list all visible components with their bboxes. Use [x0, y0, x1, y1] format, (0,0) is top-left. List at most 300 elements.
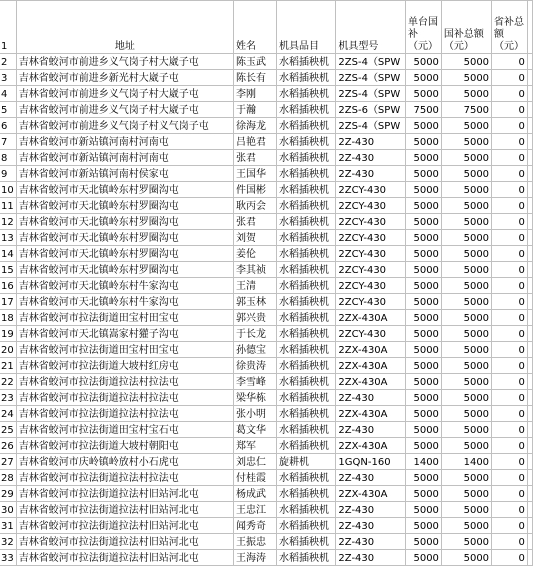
- item-cell[interactable]: 水稻插秧机: [276, 198, 335, 214]
- row-number[interactable]: 27: [0, 454, 16, 470]
- total-subsidy-cell[interactable]: 5000: [441, 326, 491, 342]
- name-cell[interactable]: 王忠江: [233, 502, 276, 518]
- unit-subsidy-cell[interactable]: 5000: [406, 150, 442, 166]
- province-subsidy-cell[interactable]: 0: [492, 438, 528, 454]
- empty-cell[interactable]: [527, 486, 532, 502]
- province-subsidy-cell[interactable]: 0: [492, 262, 528, 278]
- province-subsidy-cell[interactable]: 0: [492, 150, 528, 166]
- total-subsidy-cell[interactable]: 5000: [441, 214, 491, 230]
- row-number[interactable]: 14: [0, 246, 16, 262]
- province-subsidy-cell[interactable]: 0: [492, 454, 528, 470]
- empty-cell[interactable]: [527, 310, 532, 326]
- province-subsidy-cell[interactable]: 0: [492, 486, 528, 502]
- row-number[interactable]: 11: [0, 198, 16, 214]
- model-cell[interactable]: 2Z-430: [336, 422, 406, 438]
- model-cell[interactable]: 2ZS-4（SPW: [336, 54, 406, 70]
- total-subsidy-cell[interactable]: 5000: [441, 486, 491, 502]
- model-cell[interactable]: 2ZX-430A: [336, 374, 406, 390]
- address-cell[interactable]: 吉林省蛟河市拉法街道拉法村旧站河北屯: [16, 502, 233, 518]
- name-cell[interactable]: 王清: [233, 278, 276, 294]
- province-subsidy-cell[interactable]: 0: [492, 470, 528, 486]
- address-cell[interactable]: 吉林省蛟河市前进乡义气岗子村大崴子屯: [16, 54, 233, 70]
- province-subsidy-cell[interactable]: 0: [492, 166, 528, 182]
- model-cell[interactable]: 2Z-430: [336, 518, 406, 534]
- address-cell[interactable]: 吉林省蛟河市新站镇河南村河南屯: [16, 150, 233, 166]
- row-number[interactable]: 13: [0, 230, 16, 246]
- empty-cell[interactable]: [527, 118, 532, 134]
- unit-subsidy-cell[interactable]: 5000: [406, 422, 442, 438]
- province-subsidy-cell[interactable]: 0: [492, 422, 528, 438]
- model-cell[interactable]: 2ZX-430A: [336, 342, 406, 358]
- empty-cell[interactable]: [527, 550, 532, 566]
- address-cell[interactable]: 吉林省蛟河市天北镇岭东村牛家沟屯: [16, 278, 233, 294]
- province-subsidy-cell[interactable]: 0: [492, 342, 528, 358]
- table-row: [0, 294, 533, 310]
- total-subsidy-cell[interactable]: 7500: [441, 102, 491, 118]
- name-cell[interactable]: 郭兴贵: [233, 310, 276, 326]
- empty-cell[interactable]: [527, 166, 532, 182]
- total-subsidy-cell[interactable]: 5000: [441, 294, 491, 310]
- table-row: [0, 310, 533, 326]
- empty-cell[interactable]: [527, 230, 532, 246]
- item-cell[interactable]: 水稻插秧机: [276, 518, 335, 534]
- model-cell[interactable]: 2ZCY-430: [336, 182, 406, 198]
- unit-subsidy-cell[interactable]: 5000: [406, 342, 442, 358]
- model-cell[interactable]: 2ZCY-430: [336, 246, 406, 262]
- model-cell[interactable]: 2ZX-430A: [336, 438, 406, 454]
- item-cell[interactable]: 水稻插秧机: [276, 438, 335, 454]
- unit-subsidy-cell[interactable]: 5000: [406, 262, 442, 278]
- name-cell[interactable]: 徐海龙: [233, 118, 276, 134]
- province-subsidy-cell[interactable]: 0: [492, 118, 528, 134]
- item-cell[interactable]: 水稻插秧机: [276, 406, 335, 422]
- item-cell[interactable]: 旋耕机: [276, 454, 335, 470]
- row-number[interactable]: 22: [0, 374, 16, 390]
- name-cell[interactable]: 姜伦: [233, 246, 276, 262]
- item-cell[interactable]: 水稻插秧机: [276, 70, 335, 86]
- unit-subsidy-cell[interactable]: 5000: [406, 374, 442, 390]
- row-number[interactable]: 1: [0, 1, 16, 54]
- item-cell[interactable]: 水稻插秧机: [276, 550, 335, 566]
- empty-cell[interactable]: [527, 438, 532, 454]
- province-subsidy-cell[interactable]: 0: [492, 278, 528, 294]
- empty-cell[interactable]: [527, 326, 532, 342]
- header-unit-subsidy[interactable]: 单台国补（元）: [406, 1, 442, 54]
- item-cell[interactable]: 水稻插秧机: [276, 54, 335, 70]
- name-cell[interactable]: 孙德宝: [233, 342, 276, 358]
- header-item[interactable]: 机具品目: [276, 1, 335, 54]
- item-cell[interactable]: 水稻插秧机: [276, 422, 335, 438]
- row-number[interactable]: 28: [0, 470, 16, 486]
- name-cell[interactable]: 刘贺: [233, 230, 276, 246]
- model-cell[interactable]: 2ZS-4（SPW: [336, 70, 406, 86]
- address-cell[interactable]: 吉林省蛟河市前进乡新光村大崴子屯: [16, 70, 233, 86]
- total-subsidy-cell[interactable]: 1400: [441, 454, 491, 470]
- province-subsidy-cell[interactable]: 0: [492, 502, 528, 518]
- empty-cell[interactable]: [527, 86, 532, 102]
- unit-subsidy-cell[interactable]: 5000: [406, 118, 442, 134]
- header-province-subsidy[interactable]: 省补总额（元）: [492, 1, 528, 54]
- empty-cell[interactable]: [527, 406, 532, 422]
- name-cell[interactable]: 陈长有: [233, 70, 276, 86]
- total-subsidy-cell[interactable]: 5000: [441, 390, 491, 406]
- unit-subsidy-cell[interactable]: 5000: [406, 230, 442, 246]
- province-subsidy-cell[interactable]: 0: [492, 102, 528, 118]
- total-subsidy-cell[interactable]: 5000: [441, 70, 491, 86]
- name-cell[interactable]: 于瀚: [233, 102, 276, 118]
- row-number[interactable]: 7: [0, 134, 16, 150]
- empty-cell[interactable]: [527, 134, 532, 150]
- name-cell[interactable]: 件国彬: [233, 182, 276, 198]
- total-subsidy-cell[interactable]: 5000: [441, 150, 491, 166]
- item-cell[interactable]: 水稻插秧机: [276, 358, 335, 374]
- unit-subsidy-cell[interactable]: 5000: [406, 438, 442, 454]
- empty-cell[interactable]: [527, 390, 532, 406]
- name-cell[interactable]: 张君: [233, 150, 276, 166]
- name-cell[interactable]: 葛文华: [233, 422, 276, 438]
- item-cell[interactable]: 水稻插秧机: [276, 134, 335, 150]
- model-cell[interactable]: 2Z-430: [336, 150, 406, 166]
- address-cell[interactable]: 吉林省蛟河市新站镇河南村侯家屯: [16, 166, 233, 182]
- item-cell[interactable]: 水稻插秧机: [276, 502, 335, 518]
- row-number[interactable]: 12: [0, 214, 16, 230]
- item-cell[interactable]: 水稻插秧机: [276, 262, 335, 278]
- address-cell[interactable]: 吉林省蛟河市拉法街道拉法村拉法屯: [16, 374, 233, 390]
- unit-subsidy-cell[interactable]: 5000: [406, 406, 442, 422]
- unit-subsidy-cell[interactable]: 5000: [406, 534, 442, 550]
- total-subsidy-cell[interactable]: 5000: [441, 438, 491, 454]
- item-cell[interactable]: 水稻插秧机: [276, 534, 335, 550]
- total-subsidy-cell[interactable]: 5000: [441, 358, 491, 374]
- address-cell[interactable]: 吉林省蛟河市天北镇岭东村牛家沟屯: [16, 294, 233, 310]
- province-subsidy-cell[interactable]: 0: [492, 550, 528, 566]
- province-subsidy-cell[interactable]: 0: [492, 182, 528, 198]
- empty-cell[interactable]: [527, 502, 532, 518]
- total-subsidy-cell[interactable]: 5000: [441, 502, 491, 518]
- name-cell[interactable]: 郭玉林: [233, 294, 276, 310]
- model-cell[interactable]: 2Z-430: [336, 502, 406, 518]
- province-subsidy-cell[interactable]: 0: [492, 406, 528, 422]
- row-number[interactable]: 5: [0, 102, 16, 118]
- model-cell[interactable]: 2ZCY-430: [336, 326, 406, 342]
- item-cell[interactable]: 水稻插秧机: [276, 326, 335, 342]
- empty-cell[interactable]: [527, 198, 532, 214]
- row-number[interactable]: 17: [0, 294, 16, 310]
- name-cell[interactable]: 李刚: [233, 86, 276, 102]
- row-number[interactable]: 21: [0, 358, 16, 374]
- unit-subsidy-cell[interactable]: 5000: [406, 502, 442, 518]
- unit-subsidy-cell[interactable]: 5000: [406, 294, 442, 310]
- name-cell[interactable]: 耿丙会: [233, 198, 276, 214]
- item-cell[interactable]: 水稻插秧机: [276, 182, 335, 198]
- empty-cell[interactable]: [527, 182, 532, 198]
- total-subsidy-cell[interactable]: 5000: [441, 198, 491, 214]
- row-number[interactable]: 15: [0, 262, 16, 278]
- province-subsidy-cell[interactable]: 0: [492, 70, 528, 86]
- unit-subsidy-cell[interactable]: 5000: [406, 134, 442, 150]
- total-subsidy-cell[interactable]: 5000: [441, 182, 491, 198]
- unit-subsidy-cell[interactable]: 5000: [406, 358, 442, 374]
- empty-cell[interactable]: [527, 262, 532, 278]
- name-cell[interactable]: 张小明: [233, 406, 276, 422]
- row-number[interactable]: 3: [0, 70, 16, 86]
- unit-subsidy-cell[interactable]: 5000: [406, 518, 442, 534]
- model-cell[interactable]: 2Z-430: [336, 390, 406, 406]
- name-cell[interactable]: 李其祯: [233, 262, 276, 278]
- model-cell[interactable]: 2ZS-6（SPW: [336, 102, 406, 118]
- address-cell[interactable]: 吉林省蛟河市拉法街道拉法村旧站河北屯: [16, 518, 233, 534]
- unit-subsidy-cell[interactable]: 1400: [406, 454, 442, 470]
- model-cell[interactable]: 2Z-430: [336, 534, 406, 550]
- total-subsidy-cell[interactable]: 5000: [441, 134, 491, 150]
- model-cell[interactable]: 2ZX-430A: [336, 358, 406, 374]
- item-cell[interactable]: 水稻插秧机: [276, 246, 335, 262]
- address-cell[interactable]: 吉林省蛟河市天北镇岭东村罗圈沟屯: [16, 214, 233, 230]
- row-number[interactable]: 2: [0, 54, 16, 70]
- model-cell[interactable]: 2ZX-430A: [336, 310, 406, 326]
- table-row: [0, 502, 533, 518]
- address-cell[interactable]: 吉林省蛟河市拉法街道拉法村旧站河北屯: [16, 534, 233, 550]
- model-cell[interactable]: 2ZX-430A: [336, 486, 406, 502]
- header-name[interactable]: 姓名: [233, 1, 276, 54]
- row-number[interactable]: 33: [0, 550, 16, 566]
- total-subsidy-cell[interactable]: 5000: [441, 246, 491, 262]
- province-subsidy-cell[interactable]: 0: [492, 86, 528, 102]
- model-cell[interactable]: 2Z-430: [336, 166, 406, 182]
- province-subsidy-cell[interactable]: 0: [492, 134, 528, 150]
- unit-subsidy-cell[interactable]: 5000: [406, 470, 442, 486]
- item-cell[interactable]: 水稻插秧机: [276, 486, 335, 502]
- item-cell[interactable]: 水稻插秧机: [276, 214, 335, 230]
- name-cell[interactable]: 付桂霞: [233, 470, 276, 486]
- empty-cell[interactable]: [527, 342, 532, 358]
- address-cell[interactable]: 吉林省蛟河市拉法街道拉法村旧站河北屯: [16, 550, 233, 566]
- row-number[interactable]: 20: [0, 342, 16, 358]
- unit-subsidy-cell[interactable]: 5000: [406, 278, 442, 294]
- province-subsidy-cell[interactable]: 0: [492, 390, 528, 406]
- total-subsidy-cell[interactable]: 5000: [441, 278, 491, 294]
- row-number[interactable]: 16: [0, 278, 16, 294]
- item-cell[interactable]: 水稻插秧机: [276, 374, 335, 390]
- address-cell[interactable]: 吉林省蛟河市天北镇岭东村罗圈沟屯: [16, 262, 233, 278]
- row-number[interactable]: 6: [0, 118, 16, 134]
- province-subsidy-cell[interactable]: 0: [492, 246, 528, 262]
- name-cell[interactable]: 于长龙: [233, 326, 276, 342]
- unit-subsidy-cell[interactable]: 5000: [406, 54, 442, 70]
- province-subsidy-cell[interactable]: 0: [492, 214, 528, 230]
- row-number[interactable]: 31: [0, 518, 16, 534]
- province-subsidy-cell[interactable]: 0: [492, 54, 528, 70]
- row-number[interactable]: 4: [0, 86, 16, 102]
- province-subsidy-cell[interactable]: 0: [492, 518, 528, 534]
- unit-subsidy-cell[interactable]: 5000: [406, 198, 442, 214]
- address-cell[interactable]: 吉林省蛟河市拉法街道拉法村旧站河北屯: [16, 486, 233, 502]
- province-subsidy-cell[interactable]: 0: [492, 294, 528, 310]
- empty-cell[interactable]: [527, 294, 532, 310]
- unit-subsidy-cell[interactable]: 5000: [406, 246, 442, 262]
- empty-cell[interactable]: [527, 214, 532, 230]
- unit-subsidy-cell[interactable]: 5000: [406, 70, 442, 86]
- header-total-subsidy[interactable]: 国补总额（元）: [441, 1, 491, 54]
- row-number[interactable]: 29: [0, 486, 16, 502]
- empty-cell[interactable]: [527, 470, 532, 486]
- address-cell[interactable]: 吉林省蛟河市天北镇岭东村罗圈沟屯: [16, 198, 233, 214]
- unit-subsidy-cell[interactable]: 5000: [406, 390, 442, 406]
- model-cell[interactable]: 2Z-430: [336, 470, 406, 486]
- model-cell[interactable]: 2ZCY-430: [336, 214, 406, 230]
- total-subsidy-cell[interactable]: 5000: [441, 374, 491, 390]
- unit-subsidy-cell[interactable]: 5000: [406, 310, 442, 326]
- empty-cell[interactable]: [527, 358, 532, 374]
- province-subsidy-cell[interactable]: 0: [492, 230, 528, 246]
- empty-cell[interactable]: [527, 422, 532, 438]
- empty-cell[interactable]: [527, 246, 532, 262]
- name-cell[interactable]: 张君: [233, 214, 276, 230]
- total-subsidy-cell[interactable]: 5000: [441, 230, 491, 246]
- unit-subsidy-cell[interactable]: 7500: [406, 102, 442, 118]
- name-cell[interactable]: 陈玉武: [233, 54, 276, 70]
- model-cell[interactable]: 2ZCY-430: [336, 294, 406, 310]
- total-subsidy-cell[interactable]: 5000: [441, 406, 491, 422]
- header-address[interactable]: 地址: [16, 1, 233, 54]
- model-cell[interactable]: 2ZS-4（SPW: [336, 86, 406, 102]
- item-cell[interactable]: 水稻插秧机: [276, 150, 335, 166]
- address-cell[interactable]: 吉林省蛟河市前进乡义气岗子村义气岗子屯: [16, 118, 233, 134]
- total-subsidy-cell[interactable]: 5000: [441, 54, 491, 70]
- total-subsidy-cell[interactable]: 5000: [441, 166, 491, 182]
- row-number[interactable]: 23: [0, 390, 16, 406]
- name-cell[interactable]: 郑军: [233, 438, 276, 454]
- name-cell[interactable]: 李雪峰: [233, 374, 276, 390]
- model-cell[interactable]: 2Z-430: [336, 134, 406, 150]
- item-cell[interactable]: 水稻插秧机: [276, 118, 335, 134]
- item-cell[interactable]: 水稻插秧机: [276, 342, 335, 358]
- unit-subsidy-cell[interactable]: 5000: [406, 550, 442, 566]
- address-cell[interactable]: 吉林省蛟河市天北镇岭东村罗圈沟屯: [16, 182, 233, 198]
- name-cell[interactable]: 王国华: [233, 166, 276, 182]
- address-cell[interactable]: 吉林省蛟河市拉法街道拉法村拉法屯: [16, 406, 233, 422]
- unit-subsidy-cell[interactable]: 5000: [406, 86, 442, 102]
- total-subsidy-cell[interactable]: 5000: [441, 118, 491, 134]
- province-subsidy-cell[interactable]: 0: [492, 534, 528, 550]
- name-cell[interactable]: 王海涛: [233, 550, 276, 566]
- model-cell[interactable]: 2ZCY-430: [336, 198, 406, 214]
- item-cell[interactable]: 水稻插秧机: [276, 278, 335, 294]
- row-number[interactable]: 9: [0, 166, 16, 182]
- name-cell[interactable]: 王振忠: [233, 534, 276, 550]
- empty-cell[interactable]: [527, 518, 532, 534]
- name-cell[interactable]: 闻秀奇: [233, 518, 276, 534]
- unit-subsidy-cell[interactable]: 5000: [406, 182, 442, 198]
- unit-subsidy-cell[interactable]: 5000: [406, 486, 442, 502]
- address-cell[interactable]: 吉林省蛟河市拉法街道大坡村红房屯: [16, 358, 233, 374]
- item-cell[interactable]: 水稻插秧机: [276, 310, 335, 326]
- name-cell[interactable]: 吕艳君: [233, 134, 276, 150]
- item-cell[interactable]: 水稻插秧机: [276, 390, 335, 406]
- total-subsidy-cell[interactable]: 5000: [441, 86, 491, 102]
- model-cell[interactable]: 2ZCY-430: [336, 230, 406, 246]
- model-cell[interactable]: 2ZCY-430: [336, 262, 406, 278]
- address-cell[interactable]: 吉林省蛟河市拉法街道大坡村朝阳屯: [16, 438, 233, 454]
- total-subsidy-cell[interactable]: 5000: [441, 342, 491, 358]
- row-number[interactable]: 24: [0, 406, 16, 422]
- empty-cell[interactable]: [527, 534, 532, 550]
- empty-cell[interactable]: [527, 278, 532, 294]
- name-cell[interactable]: 梁华栋: [233, 390, 276, 406]
- row-number[interactable]: 32: [0, 534, 16, 550]
- address-cell[interactable]: 吉林省蛟河市天北镇岭东村罗圈沟屯: [16, 230, 233, 246]
- address-cell[interactable]: 吉林省蛟河市前进乡义气岗子村大崴子屯: [16, 102, 233, 118]
- model-cell[interactable]: 2ZS-4（SPW: [336, 118, 406, 134]
- item-cell[interactable]: 水稻插秧机: [276, 86, 335, 102]
- item-cell[interactable]: 水稻插秧机: [276, 102, 335, 118]
- row-number[interactable]: 26: [0, 438, 16, 454]
- province-subsidy-cell[interactable]: 0: [492, 326, 528, 342]
- address-cell[interactable]: 吉林省蛟河市天北镇岭东村罗圈沟屯: [16, 246, 233, 262]
- total-subsidy-cell[interactable]: 5000: [441, 262, 491, 278]
- header-model[interactable]: 机具型号: [336, 1, 406, 54]
- total-subsidy-cell[interactable]: 5000: [441, 550, 491, 566]
- address-cell[interactable]: 吉林省蛟河市拉法街道拉法村拉法屯: [16, 390, 233, 406]
- name-cell[interactable]: 杨成武: [233, 486, 276, 502]
- row-number[interactable]: 10: [0, 182, 16, 198]
- address-cell[interactable]: 吉林省蛟河市拉法街道田宝村宝石屯: [16, 422, 233, 438]
- province-subsidy-cell[interactable]: 0: [492, 310, 528, 326]
- row-number[interactable]: 30: [0, 502, 16, 518]
- row-number[interactable]: 19: [0, 326, 16, 342]
- item-cell[interactable]: 水稻插秧机: [276, 166, 335, 182]
- total-subsidy-cell[interactable]: 5000: [441, 422, 491, 438]
- address-cell[interactable]: 吉林省蛟河市前进乡义气岗子村大崴子屯: [16, 86, 233, 102]
- total-subsidy-cell[interactable]: 5000: [441, 470, 491, 486]
- province-subsidy-cell[interactable]: 0: [492, 198, 528, 214]
- province-subsidy-cell[interactable]: 0: [492, 358, 528, 374]
- name-cell[interactable]: 徐贵涛: [233, 358, 276, 374]
- empty-cell[interactable]: [527, 374, 532, 390]
- empty-cell[interactable]: [527, 150, 532, 166]
- total-subsidy-cell[interactable]: 5000: [441, 310, 491, 326]
- model-cell[interactable]: 1GQN-160: [336, 454, 406, 470]
- model-cell[interactable]: 2ZCY-430: [336, 278, 406, 294]
- total-subsidy-cell[interactable]: 5000: [441, 534, 491, 550]
- item-cell[interactable]: 水稻插秧机: [276, 470, 335, 486]
- address-cell[interactable]: 吉林省蛟河市拉法街道田宝村田宝屯: [16, 342, 233, 358]
- item-cell[interactable]: 水稻插秧机: [276, 230, 335, 246]
- empty-cell[interactable]: [527, 1, 532, 54]
- unit-subsidy-cell[interactable]: 5000: [406, 214, 442, 230]
- total-subsidy-cell[interactable]: 5000: [441, 518, 491, 534]
- unit-subsidy-cell[interactable]: 5000: [406, 166, 442, 182]
- address-cell[interactable]: 吉林省蛟河市天北镇嵩家村獾子沟屯: [16, 326, 233, 342]
- empty-cell[interactable]: [527, 102, 532, 118]
- row-number[interactable]: 8: [0, 150, 16, 166]
- unit-subsidy-cell[interactable]: 5000: [406, 326, 442, 342]
- empty-cell[interactable]: [527, 454, 532, 470]
- empty-cell[interactable]: [527, 70, 532, 86]
- address-cell[interactable]: 吉林省蛟河市拉法街道田宝村田宝屯: [16, 310, 233, 326]
- address-cell[interactable]: 吉林省蛟河市新站镇河南村河南屯: [16, 134, 233, 150]
- address-cell[interactable]: 吉林省蛟河市庆岭镇岭放村小石虎屯: [16, 454, 233, 470]
- model-cell[interactable]: 2Z-430: [336, 550, 406, 566]
- empty-cell[interactable]: [527, 54, 532, 70]
- province-subsidy-cell[interactable]: 0: [492, 374, 528, 390]
- model-cell[interactable]: 2ZX-430A: [336, 406, 406, 422]
- item-cell[interactable]: 水稻插秧机: [276, 294, 335, 310]
- row-number[interactable]: 18: [0, 310, 16, 326]
- name-cell[interactable]: 刘忠仁: [233, 454, 276, 470]
- address-cell[interactable]: 吉林省蛟河市拉法街道拉法村拉法屯: [16, 470, 233, 486]
- row-number[interactable]: 25: [0, 422, 16, 438]
